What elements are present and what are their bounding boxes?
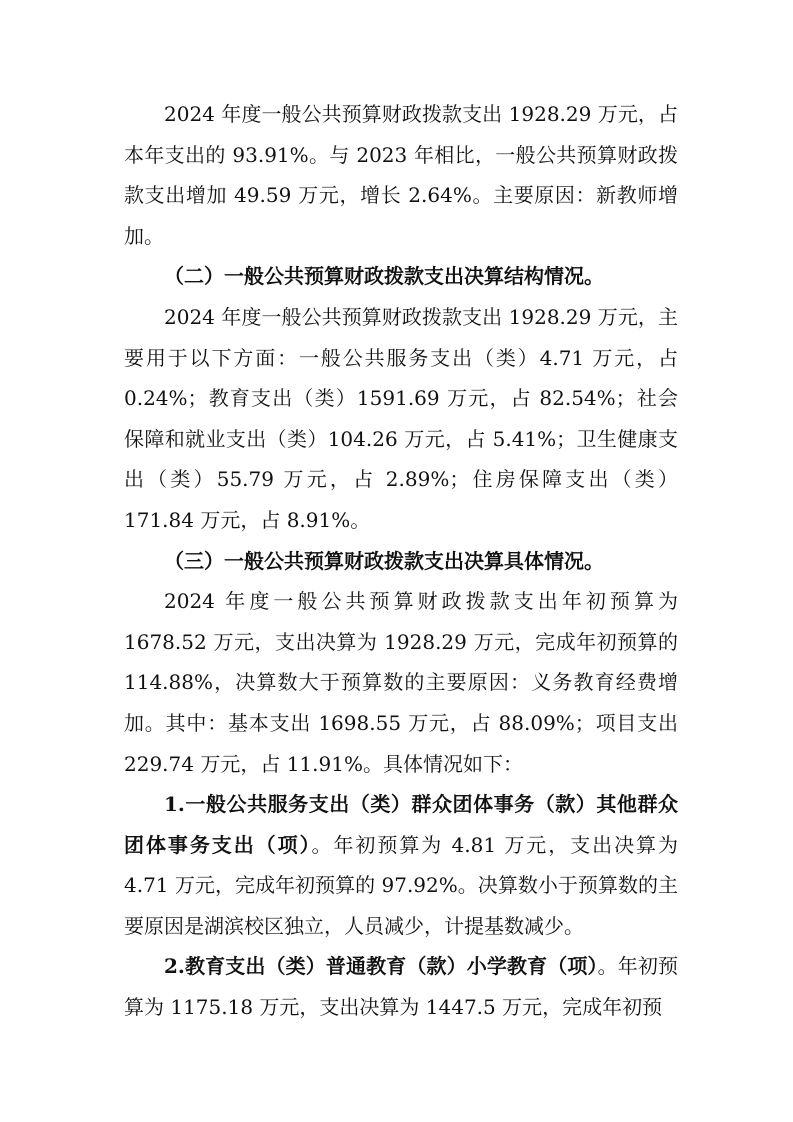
item-title: 1.一般公共服务支出（类）群众团体事务（款）其他群众团体事务支出（项） — [124, 792, 678, 857]
section-heading-details: （三）一般公共预算财政拨款支出决算具体情况。 — [164, 548, 604, 573]
item-primary-education — [124, 946, 678, 1027]
item-general-public-services — [124, 784, 678, 946]
item-body: 。年初预算为 4.81 万元，支出决算为 4.71 万元，完成年初预算的 97.92%。决算数小于预算数的主要原因是湖滨校区独立，人员减少，计提基数减少。 — [124, 832, 678, 938]
paragraph-expenditure-details: 2024 年度一般公共预算财政拨款支出年初预算为 1678.52 万元，支出决算为 1928.29 万元，完成年初预算的 114.88%，决算数大于预算数的主要原因：义务教育经费增加。其中：基本支出 1698.55 万元，占 88.09%；项目支出 229.74 万元，占 11.91%。具体情况如下： — [124, 589, 678, 776]
section-heading-structure: （二）一般公共预算财政拨款支出决算结构情况。 — [164, 264, 604, 289]
paragraph-expenditure-structure: 2024 年度一般公共预算财政拨款支出 1928.29 万元，主要用于以下方面：一般公共服务支出（类）4.71 万元，占 0.24%；教育支出（类）1591.69 万元，占 82.54%；社会保障和就业支出（类）104.26 万元，占 5.41%；卫生健康支出（类）55.79 万元，占 2.89%；住房保障支出（类）171.84 万元，占 8.91%。 — [124, 304, 678, 532]
item-title: 2.教育支出（类）普通教育（款）小学教育（项） — [164, 954, 598, 979]
paragraph-expenditure-summary: 2024 年度一般公共预算财政拨款支出 1928.29 万元，占本年支出的 93.91%。与 2023 年相比，一般公共预算财政拨款支出增加 49.59 万元，增长 2.64%。主要原因：新教师增加。 — [124, 102, 678, 248]
item-body: 。年初预算为 1175.18 万元，支出决算为 1447.5 万元，完成年初预 — [124, 954, 678, 1020]
document-body — [124, 94, 678, 1028]
